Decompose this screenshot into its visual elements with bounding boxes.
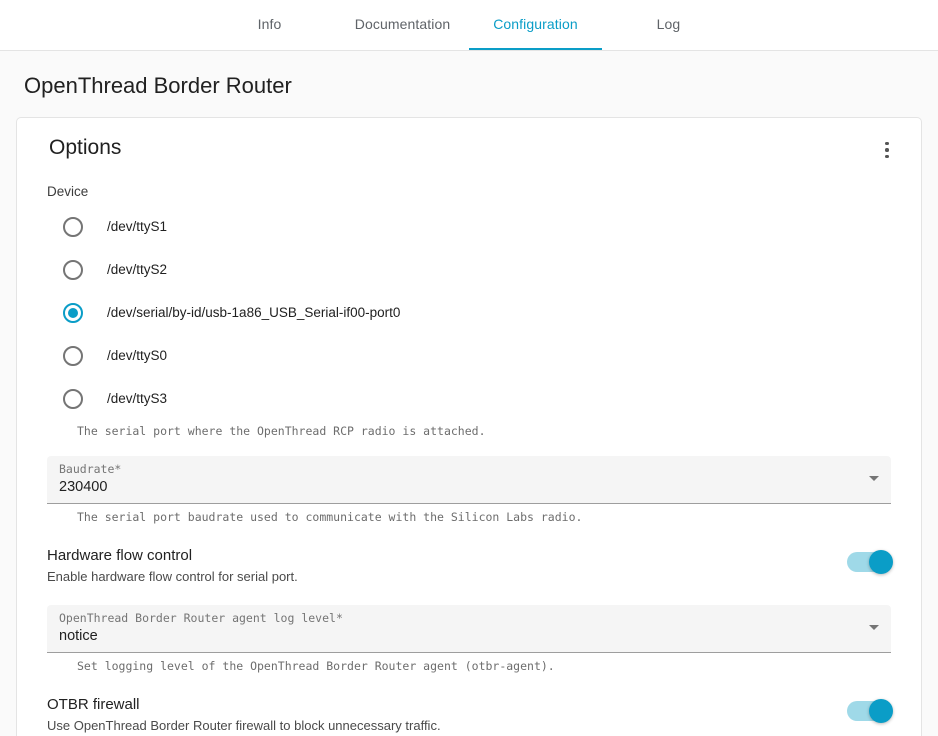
otbr-firewall-subtitle: Use OpenThread Border Router firewall to block unnecessary traffic. (47, 718, 441, 733)
chevron-down-icon[interactable] (869, 476, 879, 481)
toggle-knob (869, 699, 893, 723)
tab-documentation-label: Documentation (354, 16, 451, 32)
device-option-usb-serial[interactable] (55, 291, 905, 334)
otbr-firewall-title: OTBR firewall (47, 696, 140, 713)
device-option-ttys3[interactable] (55, 377, 905, 420)
card-header (33, 136, 905, 164)
log-level-value: notice (59, 628, 98, 644)
tab-configuration-label: Configuration (493, 16, 578, 32)
baudrate-hint: The serial port baudrate used to communicate with the Silicon Labs radio. (77, 510, 583, 524)
card-title: Options (49, 136, 122, 159)
otbr-firewall-toggle[interactable] (847, 701, 891, 721)
device-option-label: /dev/ttyS0 (107, 348, 168, 363)
baudrate-label: Baudrate* (59, 462, 122, 476)
toggle-knob (869, 550, 893, 574)
tab-log-label: Log (656, 16, 681, 32)
kebab-dot (885, 142, 889, 146)
device-option-ttys2[interactable] (55, 248, 905, 291)
radio-icon[interactable] (63, 217, 83, 237)
tab-list (203, 0, 735, 50)
log-level-label: OpenThread Border Router agent log level* (59, 611, 343, 625)
tab-documentation[interactable] (336, 0, 469, 50)
device-option-label: /dev/ttyS3 (107, 391, 168, 406)
radio-icon[interactable] (63, 260, 83, 280)
hardware-flow-control-subtitle: Enable hardware flow control for serial port. (47, 569, 298, 584)
device-option-label: /dev/ttyS2 (107, 262, 168, 277)
tab-configuration[interactable] (469, 0, 602, 50)
tab-info-label: Info (257, 16, 282, 32)
device-option-label: /dev/ttyS1 (107, 219, 168, 234)
device-radio-group (55, 205, 905, 420)
device-option-label: /dev/serial/by-id/usb-1a86_USB_Serial-if00-port0 (107, 305, 401, 320)
log-level-select[interactable] (47, 605, 891, 653)
device-option-ttys1[interactable] (55, 205, 905, 248)
hardware-flow-control-row (47, 546, 891, 587)
radio-icon[interactable] (63, 389, 83, 409)
radio-icon[interactable] (63, 346, 83, 366)
hardware-flow-control-toggle[interactable] (847, 552, 891, 572)
tab-bar (0, 0, 938, 51)
baudrate-value: 230400 (59, 479, 108, 495)
hardware-flow-control-text (47, 546, 298, 587)
log-level-hint: Set logging level of the OpenThread Border Router agent (otbr-agent). (77, 659, 555, 673)
otbr-firewall-text (47, 695, 441, 736)
kebab-dot (885, 155, 889, 159)
baudrate-select[interactable] (47, 456, 891, 504)
radio-checked-icon[interactable] (63, 303, 83, 323)
device-section-label: Device (47, 184, 89, 199)
tab-info[interactable] (203, 0, 336, 50)
device-hint: The serial port where the OpenThread RCP radio is attached. (77, 424, 486, 438)
chevron-down-icon[interactable] (869, 625, 879, 630)
options-card (16, 117, 922, 736)
hardware-flow-control-title: Hardware flow control (47, 547, 193, 564)
page-content (0, 51, 938, 736)
tab-log[interactable] (602, 0, 735, 50)
otbr-firewall-row (47, 695, 891, 736)
kebab-menu-icon[interactable] (873, 136, 901, 164)
page-title: OpenThread Border Router (24, 73, 292, 98)
kebab-dot (885, 148, 889, 152)
device-option-ttys0[interactable] (55, 334, 905, 377)
